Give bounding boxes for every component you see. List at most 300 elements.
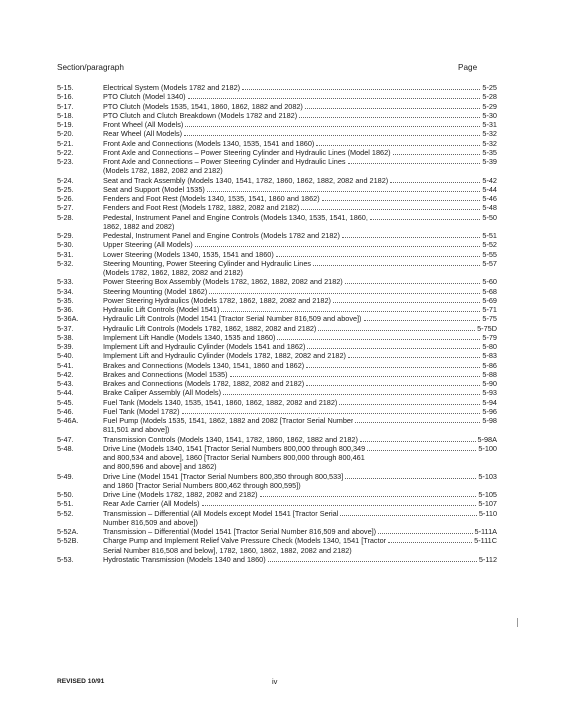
- entry-title: Brakes and Connections (Models 1782, 1882, 2082 and 2182): [103, 379, 305, 388]
- section-number: 5-31.: [57, 249, 74, 259]
- entry-title: Steering Mounting (Model 1862): [103, 286, 208, 296]
- entry-first-line: [103, 536, 497, 545]
- dot-leader: [277, 339, 480, 340]
- dot-leader: [301, 209, 480, 210]
- section-number: 5-30.: [57, 240, 74, 250]
- section-number: 5-39.: [57, 342, 74, 351]
- toc-entry: [57, 176, 497, 185]
- entry-page: 5-35: [482, 147, 497, 157]
- entry-first-line: [103, 472, 497, 481]
- toc-entry: [57, 351, 497, 360]
- entry-title: Implement Lift and Hydraulic Cylinder (Models 1541 and 1862): [103, 342, 306, 351]
- toc-entry: [57, 536, 497, 555]
- entry-first-line: [103, 379, 497, 388]
- entry-title: PTO Clutch (Model 1340): [103, 92, 186, 102]
- section-number: 5-47.: [57, 434, 74, 444]
- dot-leader: [182, 413, 481, 414]
- entry-page: 5-30: [482, 110, 497, 120]
- entry-first-line: [103, 203, 497, 212]
- entry-first-line: [103, 333, 497, 342]
- entry-first-line: [103, 148, 497, 157]
- dot-leader: [339, 404, 480, 405]
- entry-title: Pedestal, Instrument Panel and Engine Controls (Models 1340, 1535, 1541, 1860,: [103, 212, 368, 222]
- entry-first-line: [103, 176, 497, 185]
- entry-continuation: and 1860 [Tractor Serial Numbers 800,462 through 800,595]): [103, 480, 301, 490]
- dot-leader: [370, 219, 481, 220]
- entry-page: 5-100: [478, 443, 497, 453]
- toc-entry: [57, 111, 497, 120]
- toc-entry: [57, 102, 497, 111]
- entry-continuation: (Models 1782, 1862, 1882, 2082 and 2182): [103, 268, 243, 277]
- entry-title: Steering Mounting, Power Steering Cylinder and Hydraulic Lines: [103, 258, 312, 268]
- entry-title: Drive Line (Models 1340, 1541 [Tractor Serial Numbers 800,000 through 800,349: [103, 443, 366, 453]
- entry-title: Charge Pump and Implement Relief Valve Pressure Check (Models 1340, 1541 [Tractor: [103, 536, 387, 546]
- toc-entry: [57, 185, 497, 194]
- dot-leader: [184, 135, 480, 136]
- toc-entry: [57, 416, 497, 435]
- entry-title: Front Axle and Connections – Power Steering Cylinder and Hydraulic Lines: [103, 157, 346, 166]
- entry-first-line: [103, 277, 497, 286]
- entry-continuation: Number 816,509 and above]): [103, 517, 198, 527]
- section-number: 5-52.: [57, 508, 74, 518]
- toc-entry: [57, 305, 497, 314]
- section-number: 5-45.: [57, 397, 74, 407]
- toc-entry: [57, 527, 497, 536]
- toc-entry: [57, 139, 497, 148]
- toc-entry: [57, 509, 497, 528]
- entry-first-line: [103, 287, 497, 296]
- entry-title: Rear Axle Carrier (All Models): [103, 499, 200, 509]
- entry-first-line: [103, 92, 497, 101]
- dot-leader: [306, 367, 480, 368]
- entry-title: Transmission – Differential (All Models except Model 1541 [Tractor Serial: [103, 508, 339, 518]
- entry-first-line: [103, 407, 497, 416]
- dot-leader: [202, 505, 477, 506]
- entry-page: 5-71: [482, 305, 497, 314]
- entry-title: Lower Steering (Models 1340, 1535, 1541 and 1860): [103, 249, 274, 259]
- section-number: 5-41.: [57, 360, 74, 370]
- toc-entry: [57, 379, 497, 388]
- section-paragraph-heading: Section/paragraph: [57, 63, 124, 72]
- toc-entry: [57, 157, 497, 176]
- entry-body: [103, 259, 497, 278]
- dot-leader: [209, 293, 480, 294]
- entry-continuation: Serial Number 816,508 and below], 1782, 1860, 1862, 1882, 2082 and 2182): [103, 545, 352, 555]
- entry-first-line: [103, 305, 497, 314]
- dot-leader: [230, 376, 481, 377]
- entry-body: [103, 342, 497, 351]
- entry-body: [103, 194, 497, 203]
- dot-leader: [360, 441, 476, 442]
- dot-leader: [364, 320, 481, 321]
- entry-body: [103, 296, 497, 305]
- entry-page: 5-103: [478, 471, 497, 481]
- revision-note: REVISED 10/91: [57, 678, 105, 685]
- dot-leader: [393, 154, 481, 155]
- entry-page: 5-46: [482, 194, 497, 203]
- entry-continuation: and 800,534 and above], 1860 [Tractor Serial Numbers 800,000 through 800,461: [103, 453, 365, 462]
- entry-page: 5-98: [482, 416, 497, 425]
- section-number: 5-16.: [57, 92, 74, 102]
- dot-leader: [367, 450, 476, 451]
- entry-body: [103, 129, 497, 138]
- dot-leader: [185, 126, 480, 127]
- entry-title: Front Wheel (All Models): [103, 120, 184, 129]
- dot-leader: [268, 561, 477, 562]
- toc-entry: [57, 231, 497, 240]
- entry-first-line: [103, 240, 497, 249]
- dot-leader: [207, 191, 481, 192]
- section-number: 5-51.: [57, 499, 74, 509]
- dot-leader: [342, 237, 480, 238]
- entry-page: 5-111A: [474, 527, 497, 536]
- section-number: 5-40.: [57, 351, 74, 361]
- toc-entry: [57, 314, 497, 323]
- dot-leader: [333, 302, 480, 303]
- entry-page: 5-98A: [477, 434, 497, 444]
- entry-page: 5-94: [482, 397, 497, 407]
- entry-body: [103, 333, 497, 342]
- section-number: 5-52B.: [57, 536, 79, 546]
- section-number: 5-53.: [57, 554, 74, 564]
- entry-first-line: [103, 185, 497, 194]
- entry-title: Drive Line (Models 1782, 1882, 2082 and 2182): [103, 490, 258, 499]
- entry-page: 5-60: [482, 277, 497, 287]
- margin-mark: [517, 618, 518, 627]
- entry-title: Pedestal, Instrument Panel and Engine Controls (Models 1782 and 2182): [103, 231, 340, 240]
- section-number: 5-15.: [57, 83, 74, 92]
- entry-first-line: [103, 250, 497, 259]
- toc-entry: [57, 148, 497, 157]
- entry-title: Fuel Tank (Model 1782): [103, 406, 180, 416]
- entry-title: Seat and Track Assembly (Models 1340, 1541, 1782, 1860, 1862, 1882, 2082 and 2182): [103, 175, 389, 185]
- entry-title: Hydraulic Lift Controls (Model 1541): [103, 305, 220, 314]
- toc-entry: [57, 296, 497, 305]
- entry-page: 5-111C: [474, 536, 497, 546]
- dot-leader: [313, 265, 480, 266]
- dot-leader: [340, 515, 477, 516]
- entry-first-line: [103, 296, 497, 305]
- section-number: 5-22.: [57, 147, 74, 157]
- entry-body: [103, 379, 497, 388]
- dot-leader: [322, 200, 481, 201]
- entry-page: 5-32: [482, 138, 497, 148]
- entry-body: [103, 509, 497, 528]
- section-number: 5-25.: [57, 184, 74, 194]
- toc-entry: [57, 259, 497, 278]
- toc-entry: [57, 250, 497, 259]
- entry-page: 5-57: [482, 258, 497, 268]
- entry-body: [103, 416, 497, 435]
- entry-title: Implement Lift and Hydraulic Cylinder (Models 1782, 1882, 2082 and 2182): [103, 351, 346, 361]
- entry-page: 5-90: [482, 379, 497, 388]
- entry-title: Hydrostatic Transmission (Models 1340 and 1860): [103, 554, 266, 564]
- entry-first-line: [103, 555, 497, 564]
- entry-continuation: 1862, 1882 and 2082): [103, 221, 175, 231]
- entry-page: 5-52: [482, 240, 497, 250]
- section-number: 5-27.: [57, 203, 74, 213]
- entry-title: Fenders and Foot Rest (Models 1782, 1882, 2082 and 2182): [103, 203, 300, 213]
- section-number: 5-36.: [57, 305, 74, 314]
- section-number: 5-24.: [57, 175, 74, 185]
- page-number: iv: [272, 677, 278, 686]
- entry-body: [103, 398, 497, 407]
- entry-continuation: (Models 1782, 1882, 2082 and 2182): [103, 166, 223, 176]
- entry-title: Power Steering Box Assembly (Models 1782, 1862, 1882, 2082 and 2182): [103, 277, 343, 287]
- section-number: 5-23.: [57, 157, 74, 166]
- entry-continuation: 811,501 and above]): [103, 425, 170, 435]
- entry-first-line: [103, 194, 497, 203]
- dot-leader: [242, 89, 480, 90]
- entry-page: 5-25: [482, 83, 497, 92]
- entry-first-line: [103, 139, 497, 148]
- entry-title: Brake Caliper Assembly (All Models): [103, 388, 222, 398]
- entry-title: Fuel Pump (Models 1535, 1541, 1862, 1882 and 2082 [Tractor Serial Number: [103, 416, 354, 425]
- dot-leader: [345, 283, 481, 284]
- entry-body: [103, 407, 497, 416]
- entry-title: Fenders and Foot Rest (Models 1340, 1535, 1541, 1860 and 1862): [103, 194, 320, 203]
- entry-first-line: [103, 388, 497, 397]
- toc-entry: [57, 92, 497, 101]
- entry-title: Power Steering Hydraulics (Models 1782, 1862, 1882, 2082 and 2182): [103, 295, 331, 305]
- entry-title: Seat and Support (Model 1535): [103, 184, 205, 194]
- toc-entry: [57, 287, 497, 296]
- toc-entry: [57, 490, 497, 499]
- entry-body: [103, 213, 497, 232]
- entry-title: Hydraulic Lift Controls (Model 1541 [Tractor Serial Number 816,509 and above]): [103, 314, 362, 324]
- entry-title: Transmission – Differential (Model 1541 [Tractor Serial Number 816,509 and above]): [103, 527, 377, 536]
- entry-page: 5-105: [478, 490, 497, 499]
- section-number: 5-43.: [57, 379, 74, 388]
- entry-page: 5-42: [482, 175, 497, 185]
- entry-page: 5-55: [482, 249, 497, 259]
- entry-title: PTO Clutch and Clutch Breakdown (Models 1782 and 2182): [103, 110, 298, 120]
- entry-body: [103, 499, 497, 508]
- section-number: 5-17.: [57, 101, 74, 111]
- dot-leader: [390, 182, 480, 183]
- toc-entry: [57, 388, 497, 397]
- entry-page: 5-107: [478, 499, 497, 509]
- section-number: 5-46.: [57, 406, 74, 416]
- section-number: 5-29.: [57, 231, 74, 240]
- entry-page: 5-32: [482, 129, 497, 139]
- dot-leader: [378, 533, 472, 534]
- section-number: 5-52A.: [57, 527, 79, 536]
- entry-first-line: [103, 444, 497, 453]
- toc-entry: [57, 398, 497, 407]
- dot-leader: [345, 478, 476, 479]
- section-number: 5-38.: [57, 332, 74, 342]
- dot-leader: [307, 348, 480, 349]
- section-number: 5-50.: [57, 490, 74, 499]
- entry-page: 5-31: [482, 120, 497, 129]
- entry-body: [103, 527, 497, 536]
- entry-first-line: [103, 370, 497, 379]
- toc-entry: [57, 277, 497, 286]
- entry-title: Front Axle and Connections – Power Steering Cylinder and Hydraulic Lines (Model 1862): [103, 147, 391, 157]
- entry-page: 5-79: [482, 332, 497, 342]
- entry-first-line: [103, 314, 497, 323]
- entry-page: 5-80: [482, 342, 497, 351]
- section-number: 5-35.: [57, 295, 74, 305]
- section-number: 5-42.: [57, 369, 74, 379]
- entry-page: 5-48: [482, 203, 497, 213]
- entry-body: [103, 351, 497, 360]
- entry-title: Implement Lift Handle (Models 1340, 1535 and 1860): [103, 332, 276, 342]
- dot-leader: [355, 422, 480, 423]
- toc-entry: [57, 407, 497, 416]
- entry-page: 5-83: [482, 351, 497, 361]
- entry-body: [103, 102, 497, 111]
- dot-leader: [316, 145, 480, 146]
- section-number: 5-32.: [57, 258, 74, 268]
- entry-first-line: [103, 259, 497, 268]
- entry-title: PTO Clutch (Models 1535, 1541, 1860, 1862, 1882 and 2082): [103, 101, 303, 111]
- dot-leader: [223, 394, 480, 395]
- entry-body: [103, 240, 497, 249]
- entry-first-line: [103, 490, 497, 499]
- entry-first-line: [103, 499, 497, 508]
- entry-title: Upper Steering (All Models): [103, 240, 193, 250]
- entry-body: [103, 324, 497, 333]
- entry-body: [103, 148, 497, 157]
- toc-entry: [57, 361, 497, 370]
- entry-page: 5-75: [482, 314, 497, 324]
- entry-title: Drive Line (Model 1541 [Tractor Serial Numbers 800,350 through 800,533]: [103, 471, 344, 481]
- entry-first-line: [103, 83, 497, 92]
- entry-body: [103, 277, 497, 286]
- dot-leader: [276, 256, 481, 257]
- entry-title: Electrical System (Models 1782 and 2182): [103, 83, 241, 92]
- entry-body: [103, 435, 497, 444]
- section-number: 5-28.: [57, 212, 74, 222]
- entry-body: [103, 314, 497, 323]
- toc-entry: [57, 120, 497, 129]
- entry-title: Fuel Tank (Models 1340, 1535, 1541, 1860, 1862, 1882, 2082 and 2182): [103, 397, 338, 407]
- dot-leader: [299, 117, 480, 118]
- section-number: 5-49.: [57, 471, 74, 481]
- entry-body: [103, 305, 497, 314]
- toc-entry: [57, 129, 497, 138]
- section-number: 5-21.: [57, 138, 74, 148]
- dot-leader: [305, 108, 481, 109]
- dot-leader: [195, 246, 481, 247]
- dot-leader: [260, 496, 477, 497]
- entry-body: [103, 203, 497, 212]
- section-number: 5-26.: [57, 194, 74, 203]
- toc-entry: [57, 203, 497, 212]
- entry-body: [103, 361, 497, 370]
- entry-title: Hydraulic Lift Controls (Models 1782, 1862, 1882, 2082 and 2182): [103, 323, 317, 333]
- entry-body: [103, 157, 497, 176]
- toc-entry: [57, 333, 497, 342]
- dot-leader: [318, 330, 475, 331]
- toc-entry: [57, 444, 497, 472]
- entry-page: 5-44: [482, 184, 497, 194]
- entry-first-line: [103, 509, 497, 518]
- entry-page: 5-50: [482, 212, 497, 222]
- entry-first-line: [103, 111, 497, 120]
- entry-page: 5-28: [482, 92, 497, 102]
- dot-leader: [306, 385, 480, 386]
- entry-body: [103, 111, 497, 120]
- entry-body: [103, 83, 497, 92]
- entry-page: 5-75D: [477, 323, 497, 333]
- entry-first-line: [103, 398, 497, 407]
- entry-body: [103, 388, 497, 397]
- entry-body: [103, 490, 497, 499]
- entry-first-line: [103, 157, 497, 166]
- entry-body: [103, 120, 497, 129]
- entry-body: [103, 185, 497, 194]
- section-number: 5-48.: [57, 443, 74, 453]
- entry-title: Rear Wheel (All Models): [103, 129, 183, 139]
- section-number: 5-19.: [57, 120, 74, 129]
- entry-page: 5-110: [478, 508, 497, 518]
- toc-entry: [57, 240, 497, 249]
- entry-title: Brakes and Connections (Model 1535): [103, 369, 228, 379]
- toc-entry: [57, 324, 497, 333]
- entry-page: 5-96: [482, 406, 497, 416]
- entry-first-line: [103, 324, 497, 333]
- entry-first-line: [103, 213, 497, 222]
- section-number: 5-37.: [57, 323, 74, 333]
- entry-body: [103, 250, 497, 259]
- entry-body: [103, 444, 497, 472]
- toc-entry: [57, 83, 497, 92]
- entry-page: 5-112: [478, 554, 497, 564]
- section-number: 5-33.: [57, 277, 74, 287]
- entry-body: [103, 231, 497, 240]
- toc-entry: [57, 472, 497, 491]
- entry-body: [103, 536, 497, 555]
- toc-entry: [57, 213, 497, 232]
- entry-page: 5-29: [482, 101, 497, 111]
- entry-first-line: [103, 129, 497, 138]
- entry-continuation: and 800,596 and above] and 1862): [103, 462, 217, 472]
- entry-first-line: [103, 102, 497, 111]
- dot-leader: [348, 163, 481, 164]
- entry-first-line: [103, 435, 497, 444]
- entry-body: [103, 92, 497, 101]
- toc-entry: [57, 555, 497, 564]
- section-number: 5-44.: [57, 388, 74, 398]
- section-number: 5-18.: [57, 110, 74, 120]
- page-column-heading: Page: [458, 63, 478, 72]
- section-number: 5-36A.: [57, 314, 79, 324]
- entry-page: 5-69: [482, 295, 497, 305]
- entry-first-line: [103, 120, 497, 129]
- entry-body: [103, 370, 497, 379]
- toc-entry: [57, 370, 497, 379]
- entry-body: [103, 139, 497, 148]
- toc-entry: [57, 194, 497, 203]
- entry-body: [103, 287, 497, 296]
- entry-page: 5-39: [482, 157, 497, 166]
- entry-title: Brakes and Connections (Models 1340, 1541, 1860 and 1862): [103, 360, 305, 370]
- entry-first-line: [103, 361, 497, 370]
- entry-page: 5-88: [482, 369, 497, 379]
- entry-page: 5-51: [482, 231, 497, 240]
- entry-first-line: [103, 527, 497, 536]
- entry-body: [103, 472, 497, 491]
- dot-leader: [348, 357, 480, 358]
- section-number: 5-46A.: [57, 416, 79, 425]
- toc-entry: [57, 435, 497, 444]
- entry-page: 5-86: [482, 360, 497, 370]
- dot-leader: [221, 311, 480, 312]
- dot-leader: [388, 542, 472, 543]
